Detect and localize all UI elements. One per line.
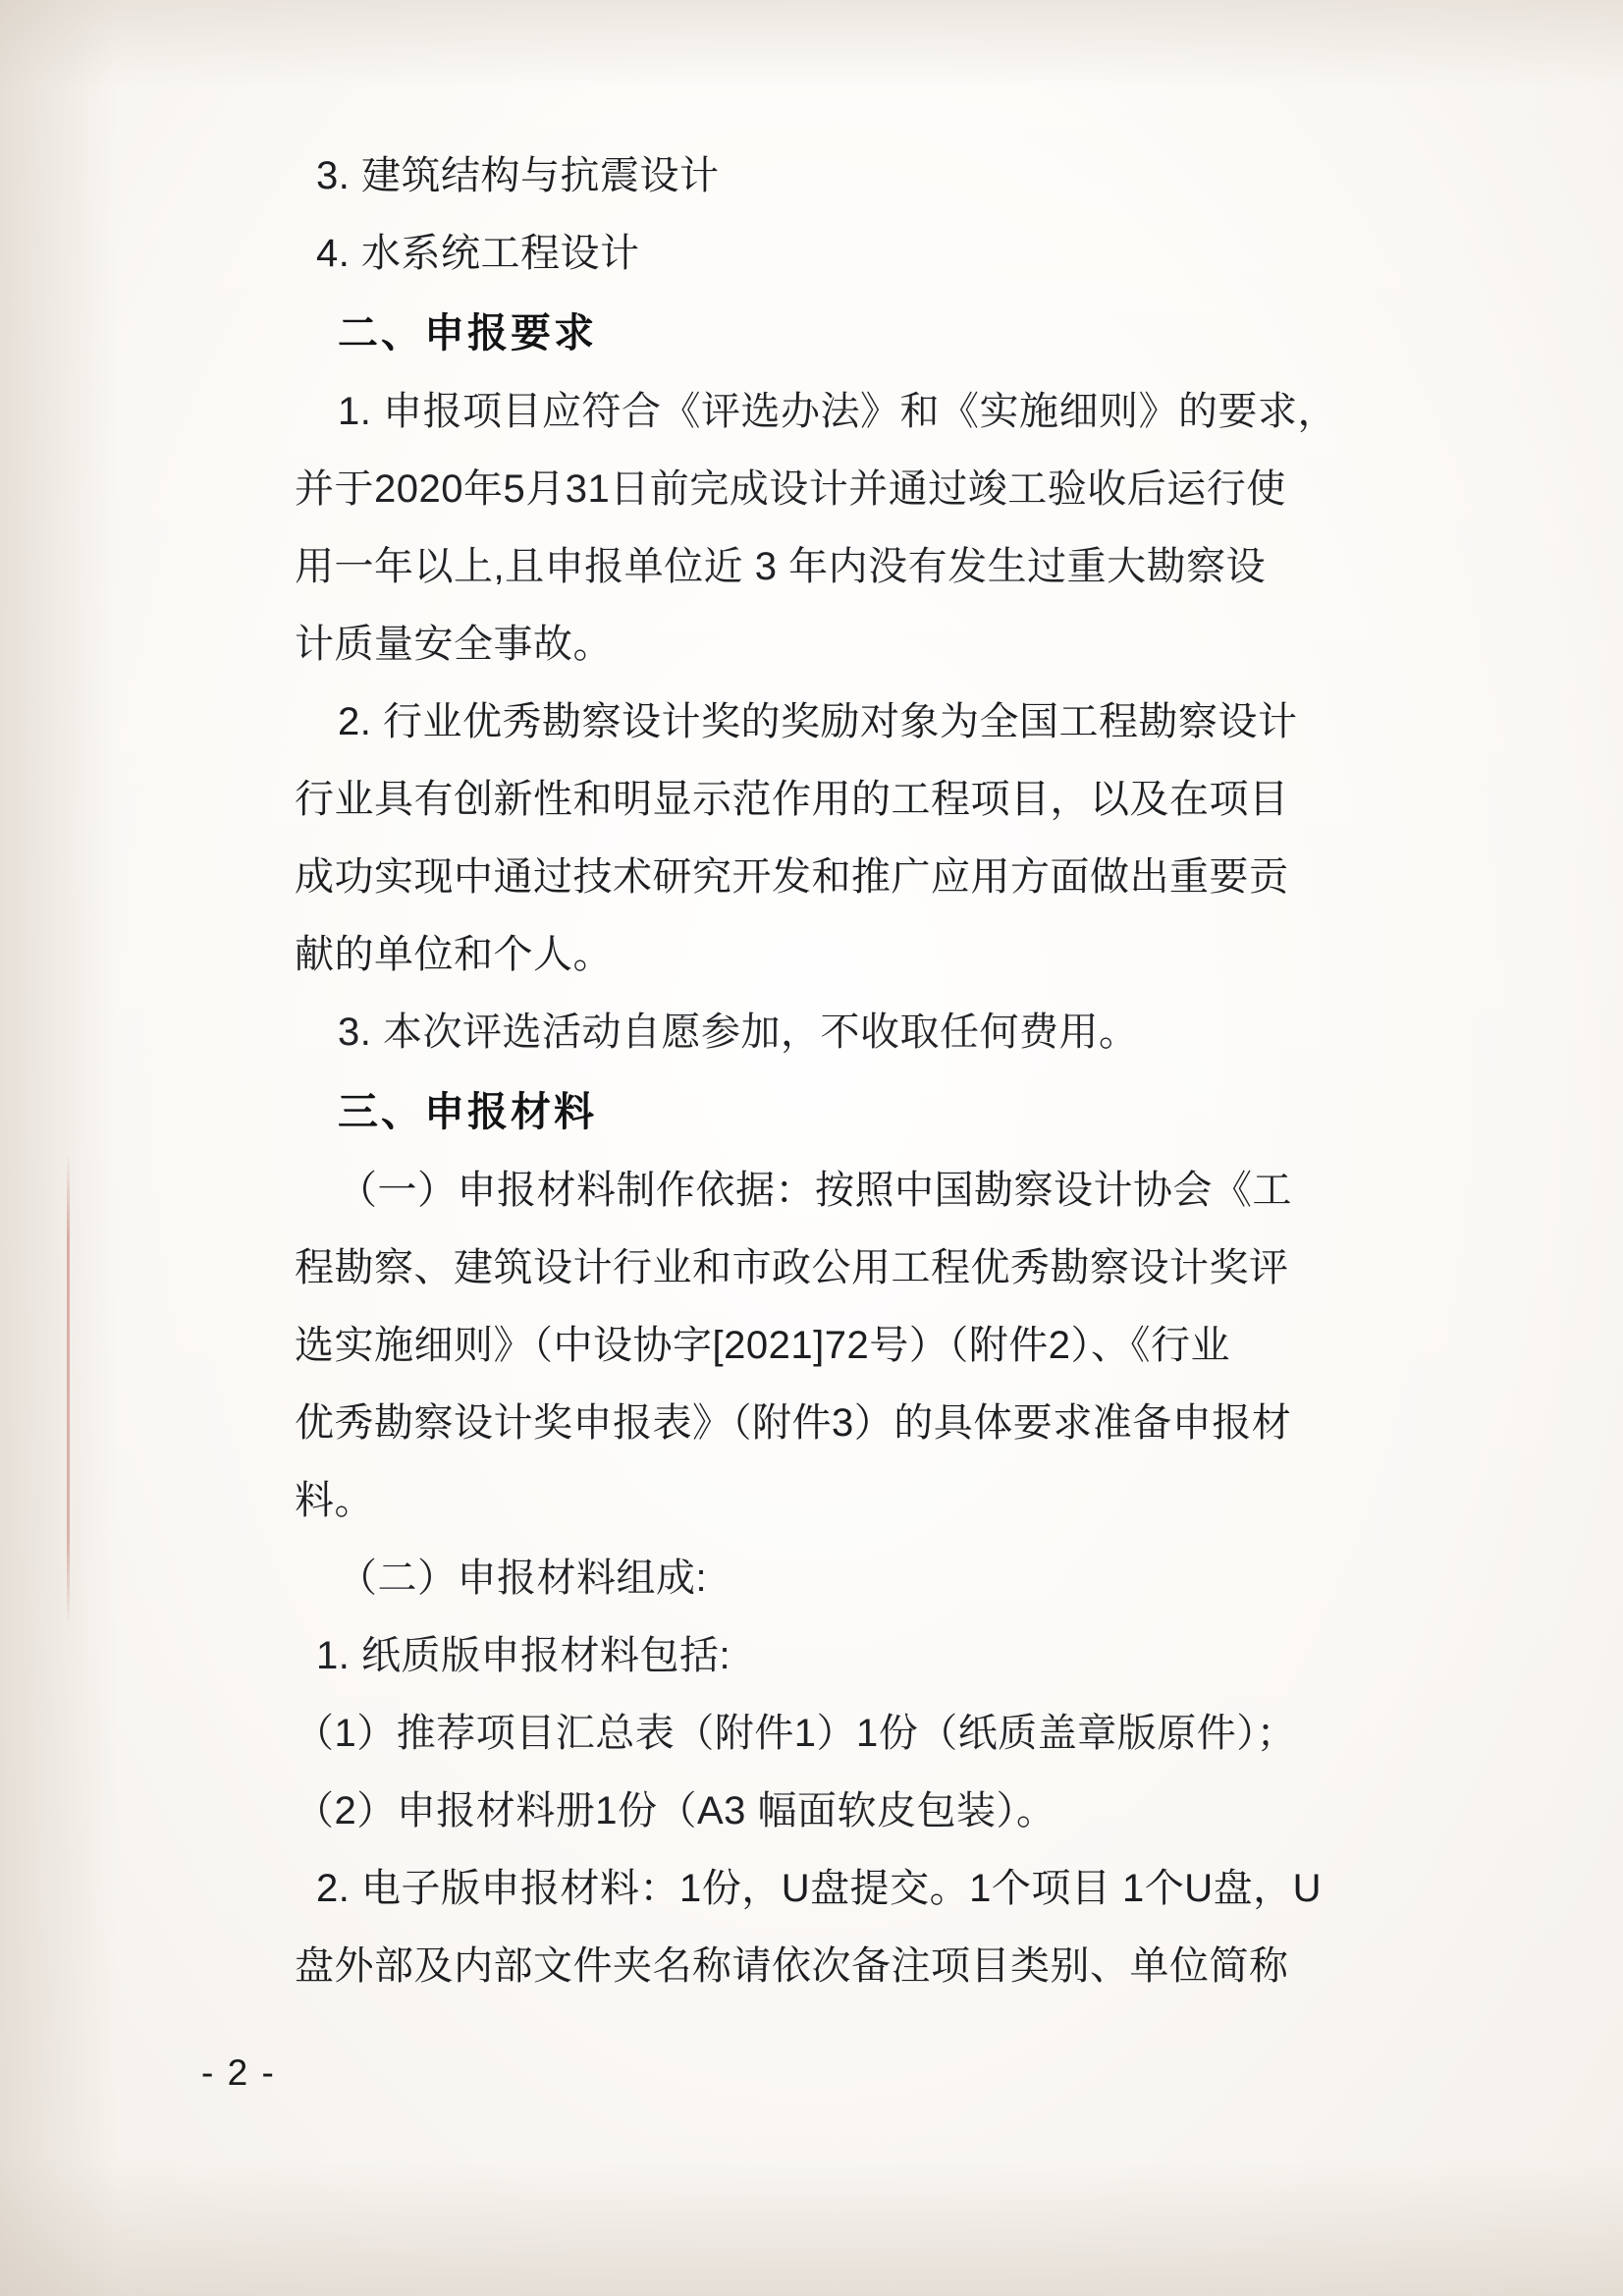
list-item: 4. 水系统工程设计	[316, 232, 640, 275]
list-item: （2）申报材料册1份（A3 幅面软皮包装）。	[295, 1789, 1056, 1832]
section-heading-materials: 三、申报材料	[338, 1089, 597, 1134]
paragraph-line: （二）申报材料组成:	[338, 1557, 708, 1600]
paragraph-line: 行业具有创新性和明显示范作用的工程项目，以及在项目	[295, 778, 1289, 821]
paragraph-line: （一）申报材料制作依据：按照中国勘察设计协会《工	[338, 1169, 1292, 1212]
paragraph-line: 1. 纸质版申报材料包括:	[316, 1634, 731, 1677]
paragraph-line: 优秀勘察设计奖申报表》（附件3）的具体要求准备申报材	[295, 1401, 1292, 1445]
document-body	[295, 137, 1384, 2005]
paragraph-line: 计质量安全事故。	[295, 623, 613, 666]
paragraph-line: 3. 本次评选活动自愿参加，不收取任何费用。	[338, 1011, 1139, 1054]
paragraph-line: 1. 申报项目应符合《评选办法》和《实施细则》的要求，	[338, 390, 1337, 433]
paragraph-line: 成功实现中通过技术研究开发和推广应用方面做出重要贡	[295, 855, 1289, 899]
paragraph-line: 2. 行业优秀勘察设计奖的奖励对象为全国工程勘察设计	[338, 700, 1298, 743]
list-item: （1）推荐项目汇总表（附件1）1份（纸质盖章版原件）；	[295, 1712, 1297, 1755]
list-item: 3. 建筑结构与抗震设计	[316, 154, 720, 197]
paragraph-line: 盘外部及内部文件夹名称请依次备注项目类别、单位简称	[295, 1944, 1289, 1988]
section-heading-requirements: 二、申报要求	[338, 310, 597, 355]
paragraph-line: 用一年以上,且申报单位近 3 年内没有发生过重大勘察设	[295, 545, 1267, 588]
paragraph-line: 料。	[295, 1479, 374, 1522]
paragraph-line: 选实施细则》（中设协字[2021]72号）（附件2）、《行业	[295, 1324, 1230, 1367]
page-number: - 2 -	[201, 2052, 276, 2093]
paragraph-line: 程勘察、建筑设计行业和市政公用工程优秀勘察设计奖评	[295, 1246, 1289, 1289]
paragraph-line: 2. 电子版申报材料：1份，U盘提交。1个项目 1个U盘，U	[316, 1867, 1322, 1910]
paragraph-line: 并于2020年5月31日前完成设计并通过竣工验收后运行使	[295, 467, 1286, 511]
paragraph-line: 献的单位和个人。	[295, 933, 613, 976]
